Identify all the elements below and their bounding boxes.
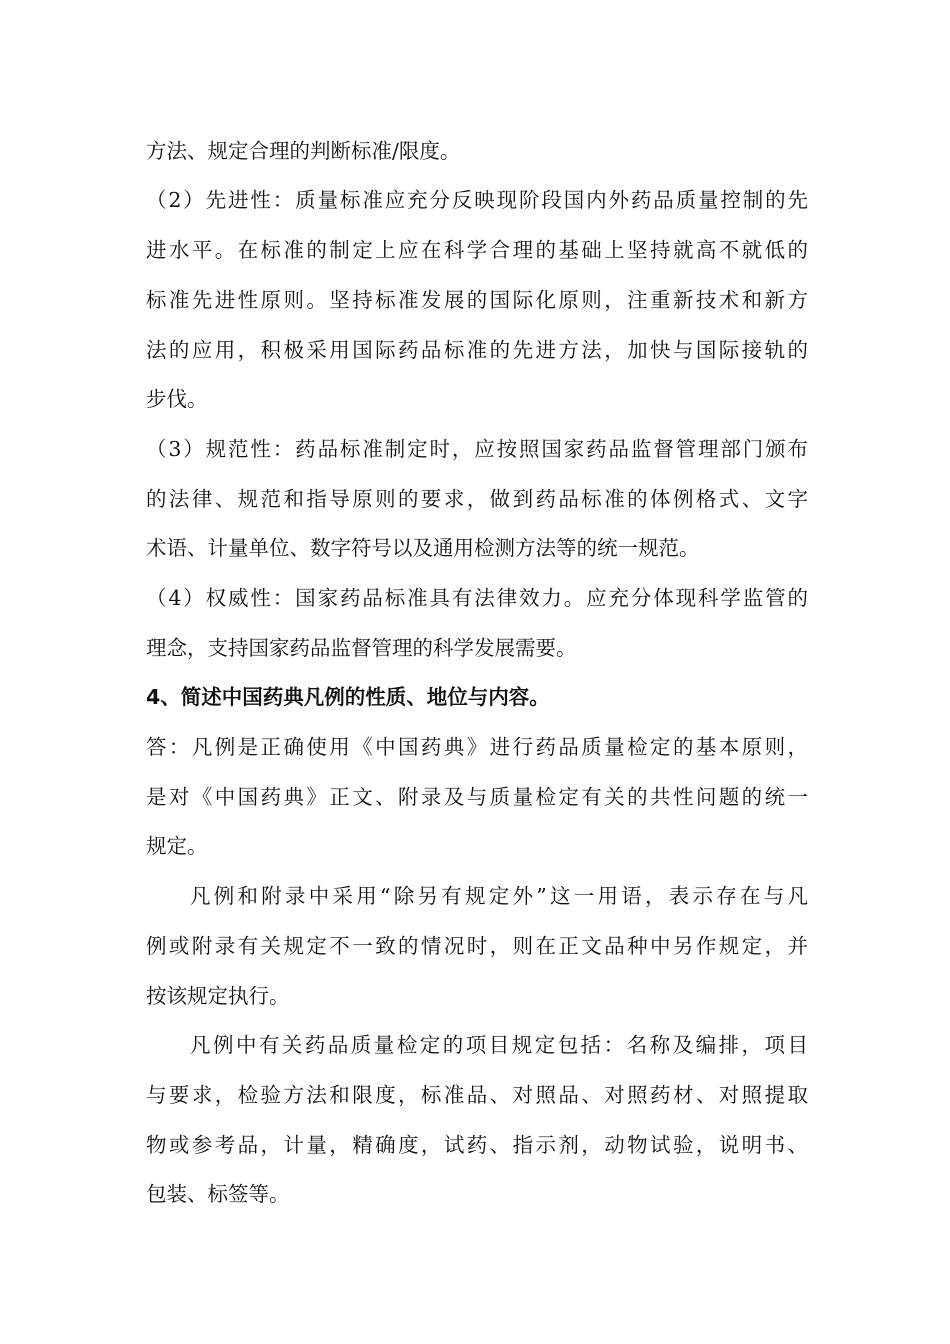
text-line: 规定。: [146, 834, 208, 858]
paragraph-first-line: 凡例和附录中采用“除另有规定外”这一用语，表示存在与凡: [190, 884, 808, 908]
text-line: 是对《中国药典》正文、附录及与质量检定有关的共性问题的统一: [146, 785, 808, 809]
text-line: 与要求，检验方法和限度，标准品、对照品、对照药材、对照提取: [146, 1083, 808, 1107]
text-line: 标准先进性原则。坚持标准发展的国际化原则，注重新技术和新方: [146, 288, 808, 312]
text-line: 答：凡例是正确使用《中国药典》进行药品质量检定的基本原则，: [146, 735, 808, 759]
text-line: （2）先进性：质量标准应充分反映现阶段国内外药品质量控制的先: [146, 188, 808, 212]
text-line: 理念，支持国家药品监督管理的科学发展需要。: [146, 636, 577, 660]
text-line: 方法、规定合理的判断标准/限度。: [146, 139, 461, 163]
text-line: （3）规范性：药品标准制定时，应按照国家药品监督管理部门颁布: [146, 437, 808, 461]
section-heading: 4、简述中国药典凡例的性质、地位与内容。: [146, 685, 550, 709]
text-line: （4）权威性：国家药品标准具有法律效力。应充分体现科学监管的: [146, 586, 808, 610]
text-line: 例或附录有关规定不一致的情况时，则在正文品种中另作规定，并: [146, 934, 808, 958]
text-line: 包装、标签等。: [146, 1182, 290, 1206]
text-line: 步伐。: [146, 387, 208, 411]
text-line: 法的应用，积极采用国际药品标准的先进方法，加快与国际接轨的: [146, 338, 808, 362]
text-line: 的法律、规范和指导原则的要求，做到药品标准的体例格式、文字: [146, 487, 808, 511]
text-line: 术语、计量单位、数字符号以及通用检测方法等的统一规范。: [146, 536, 700, 560]
paragraph-first-line: 凡例中有关药品质量检定的项目规定包括：名称及编排，项目: [190, 1033, 808, 1057]
text-line: 进水平。在标准的制定上应在科学合理的基础上坚持就高不就低的: [146, 238, 808, 262]
text-line: 物或参考品，计量，精确度，试药、指示剂，动物试验，说明书、: [146, 1133, 808, 1157]
text-line: 按该规定执行。: [146, 984, 290, 1008]
